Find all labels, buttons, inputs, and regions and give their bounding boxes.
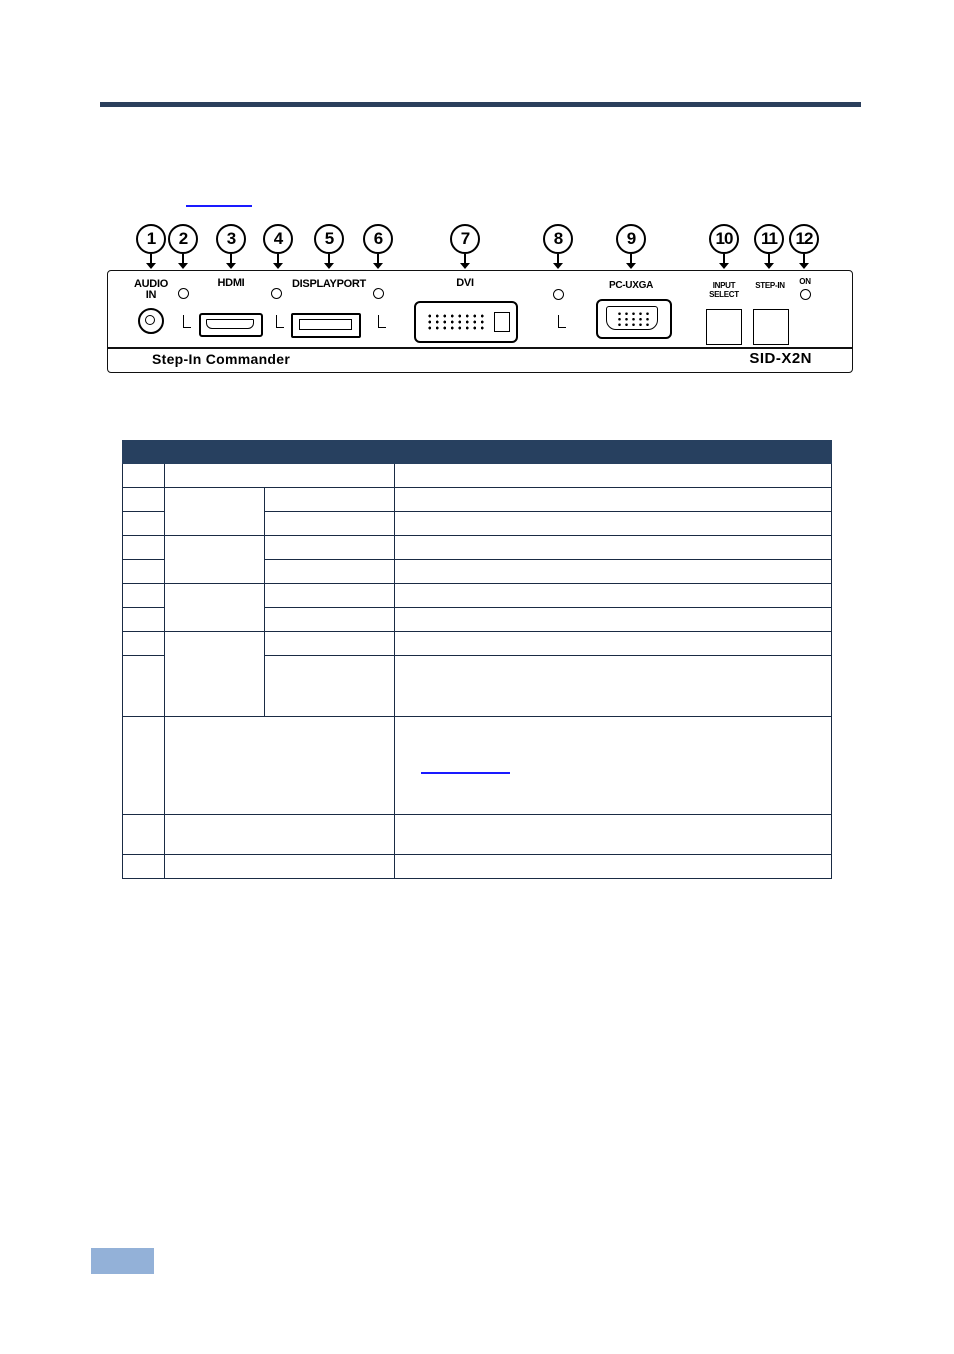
table-cell (165, 536, 265, 584)
table-cell (123, 608, 165, 632)
callout-8 (534, 224, 582, 254)
callout-number: 2 (168, 224, 198, 254)
table-cell (123, 584, 165, 608)
callout-9 (607, 224, 655, 254)
led-indicator-icon (178, 288, 189, 299)
table-cell (165, 464, 395, 488)
table-cell (123, 536, 165, 560)
callout-number: 7 (450, 224, 480, 254)
vga-port-icon (596, 299, 672, 339)
table-cell (395, 656, 832, 717)
table-cell (123, 464, 165, 488)
panel-brand: Step-In Commander (152, 351, 291, 367)
led-indicator-icon (271, 288, 282, 299)
pc-uxga-label: PC-UXGA (608, 280, 653, 291)
callout-10 (700, 224, 748, 254)
table-row (123, 488, 832, 512)
step-in-button[interactable] (753, 309, 789, 345)
displayport-label: DISPLAYPORT (292, 278, 366, 290)
callout-number: 5 (314, 224, 344, 254)
table-cell (395, 512, 832, 536)
callout-number: 8 (543, 224, 573, 254)
audio-jack-icon (138, 308, 164, 334)
displayport-icon (291, 313, 361, 338)
table-cell (265, 656, 395, 717)
figure-reference-link[interactable] (186, 205, 252, 207)
table-cell (395, 855, 832, 879)
table-cell (395, 717, 832, 815)
table-cell (395, 584, 832, 608)
table-cell (265, 488, 395, 512)
callout-number: 6 (363, 224, 393, 254)
table-cell (395, 608, 832, 632)
table-cell (165, 488, 265, 536)
panel-model: SID-X2N (749, 350, 812, 367)
table-cell (265, 608, 395, 632)
table-cell (123, 560, 165, 584)
led-bracket-icon (378, 315, 386, 328)
table-cell (165, 584, 265, 632)
input-select-label: INPUT SELECT (709, 281, 739, 299)
table-cell (395, 488, 832, 512)
table-header-cell (165, 441, 395, 464)
callout-12 (780, 224, 828, 254)
callout-row (0, 224, 954, 272)
table-row (123, 584, 832, 608)
table-cell (123, 632, 165, 656)
table-header-cell (123, 441, 165, 464)
callout-6 (354, 224, 402, 254)
page-number-tab (91, 1248, 154, 1274)
dvi-label: DVI (456, 277, 474, 289)
table-row (123, 632, 832, 656)
table-cell (265, 536, 395, 560)
table-row (123, 815, 832, 855)
led-bracket-icon (558, 315, 566, 328)
table-row (123, 717, 832, 815)
feature-table (122, 440, 832, 879)
hdmi-port-icon (199, 313, 263, 337)
callout-5 (305, 224, 353, 254)
table-cell (265, 584, 395, 608)
front-panel (107, 270, 853, 373)
top-rule (100, 102, 861, 107)
table-row (123, 464, 832, 488)
hdmi-label: HDMI (217, 277, 245, 289)
audio-in-label: AUDIO IN (134, 278, 168, 301)
table-cell (123, 815, 165, 855)
table-cell (165, 815, 395, 855)
led-bracket-icon (183, 315, 191, 328)
led-indicator-icon (373, 288, 384, 299)
table-cell (165, 632, 265, 717)
table-cell (395, 815, 832, 855)
dvi-port-icon (414, 301, 518, 343)
callout-number: 12 (789, 224, 819, 254)
on-led-icon (800, 289, 811, 300)
table-header-cell (395, 441, 832, 464)
table-cell (123, 656, 165, 717)
table-cell (165, 717, 395, 815)
table-cell (395, 632, 832, 656)
table-cell (265, 632, 395, 656)
callout-number: 9 (616, 224, 646, 254)
callout-7 (441, 224, 489, 254)
table-cell (123, 717, 165, 815)
table-cell (123, 512, 165, 536)
callout-number: 3 (216, 224, 246, 254)
table-cell (123, 488, 165, 512)
callout-number: 11 (754, 224, 784, 254)
panel-divider (108, 347, 852, 349)
table-cell (395, 536, 832, 560)
table-cell (265, 512, 395, 536)
callout-3 (207, 224, 255, 254)
callout-number: 1 (136, 224, 166, 254)
callout-number: 4 (263, 224, 293, 254)
callout-4 (254, 224, 302, 254)
table-row (123, 536, 832, 560)
table-cell (395, 560, 832, 584)
input-select-button[interactable] (706, 309, 742, 345)
table-row (123, 855, 832, 879)
table-cell (265, 560, 395, 584)
step-in-label: STEP-IN (755, 281, 785, 290)
table-header-row (123, 441, 832, 464)
callout-number: 10 (709, 224, 739, 254)
led-indicator-icon (553, 289, 564, 300)
callout-2 (159, 224, 207, 254)
on-label: ON (799, 277, 811, 286)
table-cell (165, 855, 395, 879)
table-cell (123, 855, 165, 879)
table-link[interactable] (421, 772, 510, 774)
table-cell (395, 464, 832, 488)
led-bracket-icon (276, 315, 284, 328)
